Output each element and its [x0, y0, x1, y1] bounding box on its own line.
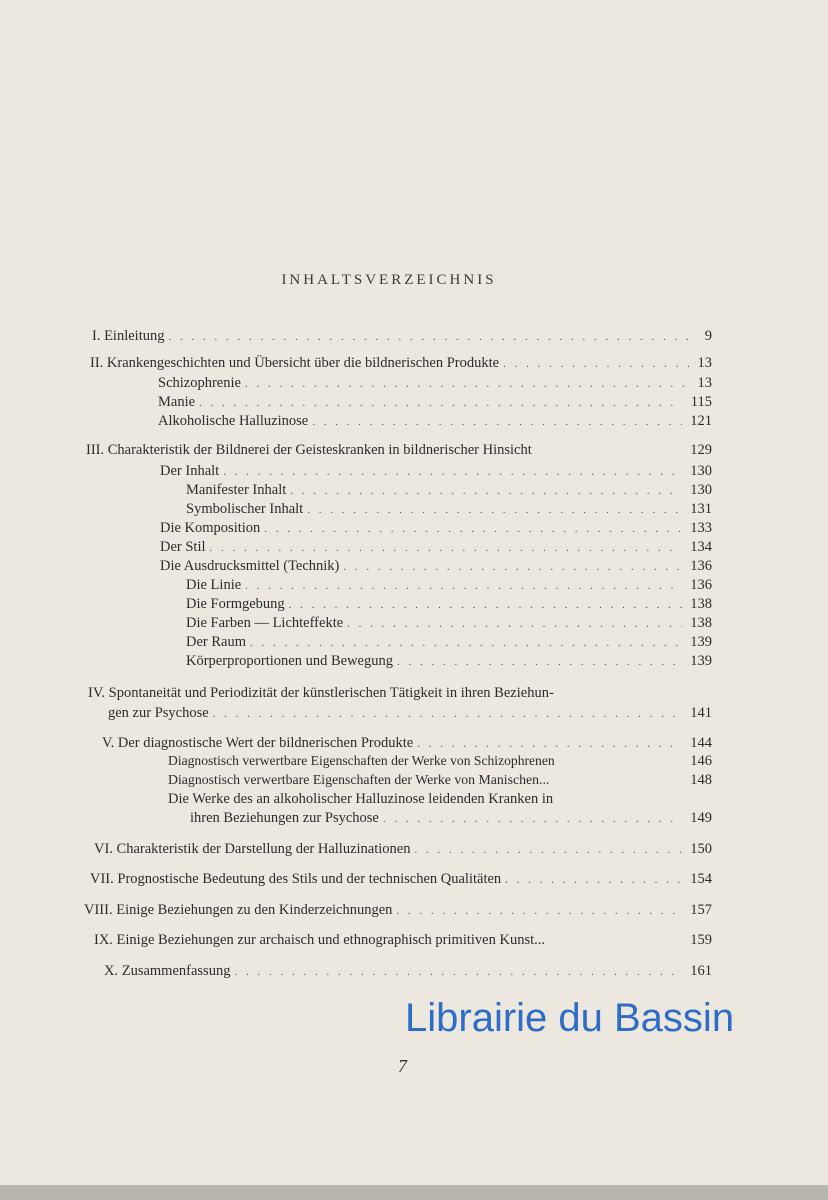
entry-text: VIII. Einige Beziehungen zu den Kinderzeichnungen [84, 902, 393, 918]
entry-page: 115 [690, 394, 712, 410]
toc-entry [92, 328, 712, 345]
entry-page: 150 [690, 841, 712, 857]
entry-text: ihren Beziehungen zur Psychose [190, 810, 379, 826]
entry-page: 121 [690, 413, 712, 429]
entry-page: 141 [690, 705, 712, 721]
entry-text: Schizophrenie [158, 375, 241, 391]
entry-text: Diagnostisch verwertbare Eigenschaften der Werke von Schizophrenen [168, 753, 555, 768]
leader-dots [245, 580, 682, 592]
entry-text: Symbolischer Inhalt [186, 501, 304, 517]
leader-dots [290, 485, 682, 497]
toc-entry [84, 902, 712, 919]
entry-page: 149 [690, 810, 712, 826]
leader-dots [245, 378, 690, 390]
toc-subentry [186, 653, 712, 670]
toc-subentry [186, 596, 712, 613]
toc-entry [90, 871, 712, 888]
leader-dots [417, 738, 682, 750]
entry-text: Die Ausdrucksmittel (Technik) [160, 558, 340, 574]
toc-entry [94, 841, 712, 858]
page-number: 7 [398, 1056, 407, 1076]
entry-text: I. Einleitung [92, 328, 165, 344]
entry-page: 159 [690, 932, 712, 948]
entry-page: 9 [704, 328, 712, 344]
page-title: INHALTSVERZEICHNIS [281, 272, 497, 288]
entry-page: 148 [690, 772, 712, 788]
leader-dots [383, 813, 682, 825]
entry-page: 131 [690, 501, 712, 517]
entry-page: 133 [690, 520, 712, 536]
toc-subentry [186, 634, 712, 651]
entry-text: Die Linie [186, 577, 242, 593]
entry-text: Die Komposition [160, 520, 261, 536]
entry-page: 138 [690, 615, 712, 631]
entry-page: 161 [690, 963, 712, 979]
entry-page: 130 [690, 463, 712, 479]
entry-text: VI. Charakteristik der Darstellung der Halluzinationen [94, 841, 411, 857]
toc-subentry [186, 615, 712, 632]
watermark-text: Librairie du Bassin [405, 996, 735, 1040]
toc-subentry [190, 810, 712, 827]
toc-entry [94, 932, 712, 949]
entry-text: Manifester Inhalt [186, 482, 287, 498]
entry-text: IX. Einige Beziehungen zur archaisch und ethnographisch primitiven Kunst... [94, 932, 545, 948]
entry-text: V. Der diagnostische Wert der bildnerischen Produkte [102, 735, 414, 751]
entry-text: X. Zusammenfassung [104, 963, 231, 979]
leader-dots [199, 397, 683, 409]
toc-subentry [168, 753, 712, 770]
leader-dots [347, 618, 682, 630]
entry-page: 129 [690, 442, 712, 458]
entry-text: Der Stil [160, 539, 206, 555]
leader-dots [289, 599, 683, 611]
entry-page: 144 [690, 735, 712, 751]
leader-dots [312, 416, 682, 428]
toc-subentry [168, 772, 712, 789]
leader-dots [343, 561, 682, 573]
toc-subentry [160, 558, 712, 575]
entry-page: 13 [697, 355, 712, 371]
entry-text: Manie [158, 394, 196, 410]
toc-subentry [158, 394, 712, 411]
leader-dots [210, 542, 683, 554]
leader-dots [234, 966, 682, 978]
leader-dots [250, 637, 682, 649]
toc-subentry [158, 413, 712, 430]
leader-dots [169, 331, 697, 343]
entry-page: 139 [690, 653, 712, 669]
toc-subentry [186, 501, 712, 518]
entry-text: VII. Prognostische Bedeutung des Stils und der technischen Qualitäten [90, 871, 502, 887]
toc-entry [108, 705, 712, 722]
toc-subentry [160, 539, 712, 556]
entry-page: 146 [690, 753, 712, 769]
entry-page: 130 [690, 482, 712, 498]
entry-page: 134 [690, 539, 712, 555]
leader-dots [213, 708, 683, 720]
entry-text: gen zur Psychose [108, 705, 209, 721]
toc-entry [104, 963, 712, 980]
entry-page: 154 [690, 871, 712, 887]
entry-page: 139 [690, 634, 712, 650]
entry-text: Der Inhalt [160, 463, 220, 479]
entry-page: 157 [690, 902, 712, 918]
leader-dots [264, 523, 682, 535]
toc-subentry [160, 520, 712, 537]
entry-text: Alkoholische Halluzinose [158, 413, 309, 429]
entry-page: 13 [697, 375, 712, 391]
entry-text: Körperproportionen und Bewegung [186, 653, 393, 669]
leader-dots [503, 358, 689, 370]
entry-page: 136 [690, 558, 712, 574]
toc-entry [102, 735, 712, 752]
toc-entry-line: IV. Spontaneität und Periodizität der künstlerischen Tätigkeit in ihren Beziehun- [88, 685, 554, 701]
leader-dots [414, 844, 682, 856]
leader-dots [505, 874, 682, 886]
toc-entry [90, 355, 712, 372]
entry-text: Der Raum [186, 634, 246, 650]
entry-page: 136 [690, 577, 712, 593]
leader-dots [396, 905, 682, 917]
leader-dots [397, 656, 682, 668]
page-edge [0, 1185, 828, 1200]
entry-text: Die Farben — Lichteffekte [186, 615, 344, 631]
toc-subentry [186, 577, 712, 594]
toc-subentry [160, 463, 712, 480]
toc-subentry [158, 375, 712, 392]
toc-subentry [186, 482, 712, 499]
entry-page: 138 [690, 596, 712, 612]
entry-text: III. Charakteristik der Bildnerei der Geisteskranken in bildnerischer Hinsicht [86, 442, 532, 458]
toc-entry-line: Die Werke des an alkoholischer Halluzinose leidenden Kranken in [168, 791, 554, 807]
entry-text: Die Formgebung [186, 596, 285, 612]
entry-text: Diagnostisch verwertbare Eigenschaften der Werke von Manischen... [168, 772, 550, 787]
toc-entry [86, 442, 712, 459]
entry-text: II. Krankengeschichten und Übersicht über die bildnerischen Produkte [90, 355, 500, 371]
leader-dots [307, 504, 682, 516]
leader-dots [223, 466, 682, 478]
